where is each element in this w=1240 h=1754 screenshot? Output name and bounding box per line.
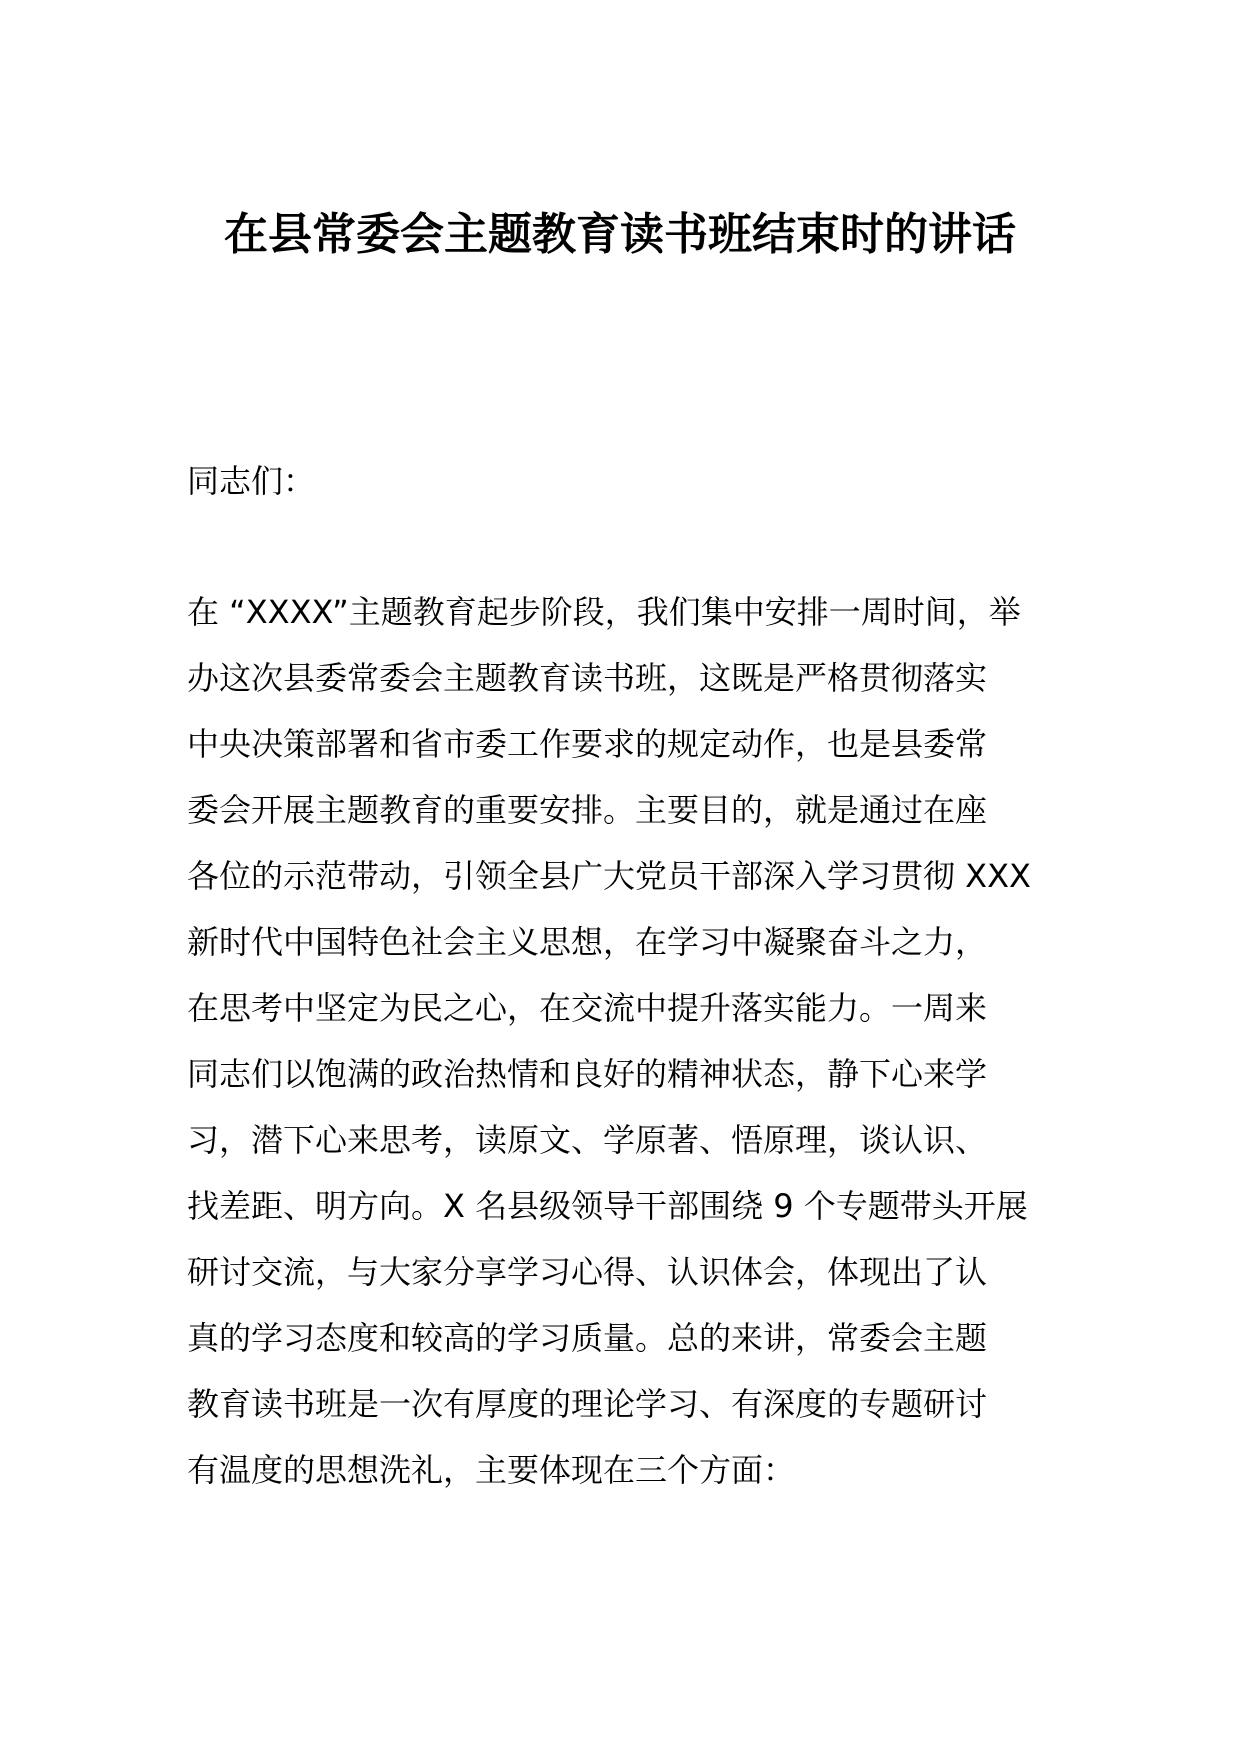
paragraph-line: 找差距、明方向。X 名县级领导干部围绕 9 个专题带头开展 [187, 1187, 1028, 1225]
paragraph-line: 在思考中坚定为民之心，在交流中提升落实能力。一周来 [187, 989, 988, 1027]
paragraph-line: 有温度的思想洗礼，主要体现在三个方面： [187, 1451, 796, 1489]
paragraph-line: 教育读书班是一次有厚度的理论学习、有深度的专题研讨 [187, 1385, 988, 1423]
paragraph-line: 同志们以饱满的政治热情和良好的精神状态，静下心来学 [187, 1055, 988, 1093]
paragraph-line: 办这次县委常委会主题教育读书班，这既是严格贯彻落实 [187, 659, 988, 697]
body-paragraph [187, 587, 1067, 1511]
paragraph-line: 研讨交流，与大家分享学习心得、认识体会，体现出了认 [187, 1253, 988, 1291]
paragraph-line: 各位的示范带动，引领全县广大党员干部深入学习贯彻 XXX [187, 857, 1031, 895]
paragraph-line: 委会开展主题教育的重要安排。主要目的，就是通过在座 [187, 791, 988, 829]
salutation: 同志们： [187, 462, 316, 500]
paragraph-line: 真的学习态度和较高的学习质量。总的来讲，常委会主题 [187, 1319, 988, 1357]
paragraph-line: 在 “XXXX”主题教育起步阶段，我们集中安排一周时间，举 [187, 593, 1021, 631]
paragraph-line: 习，潜下心来思考，读原文、学原著、悟原理，谈认识、 [187, 1121, 988, 1159]
paragraph-line: 新时代中国特色社会主义思想，在学习中凝聚奋斗之力， [187, 923, 988, 961]
paragraph-line: 中央决策部署和省市委工作要求的规定动作，也是县委常 [187, 725, 988, 763]
document-title: 在县常委会主题教育读书班结束时的讲话 [224, 209, 1016, 260]
